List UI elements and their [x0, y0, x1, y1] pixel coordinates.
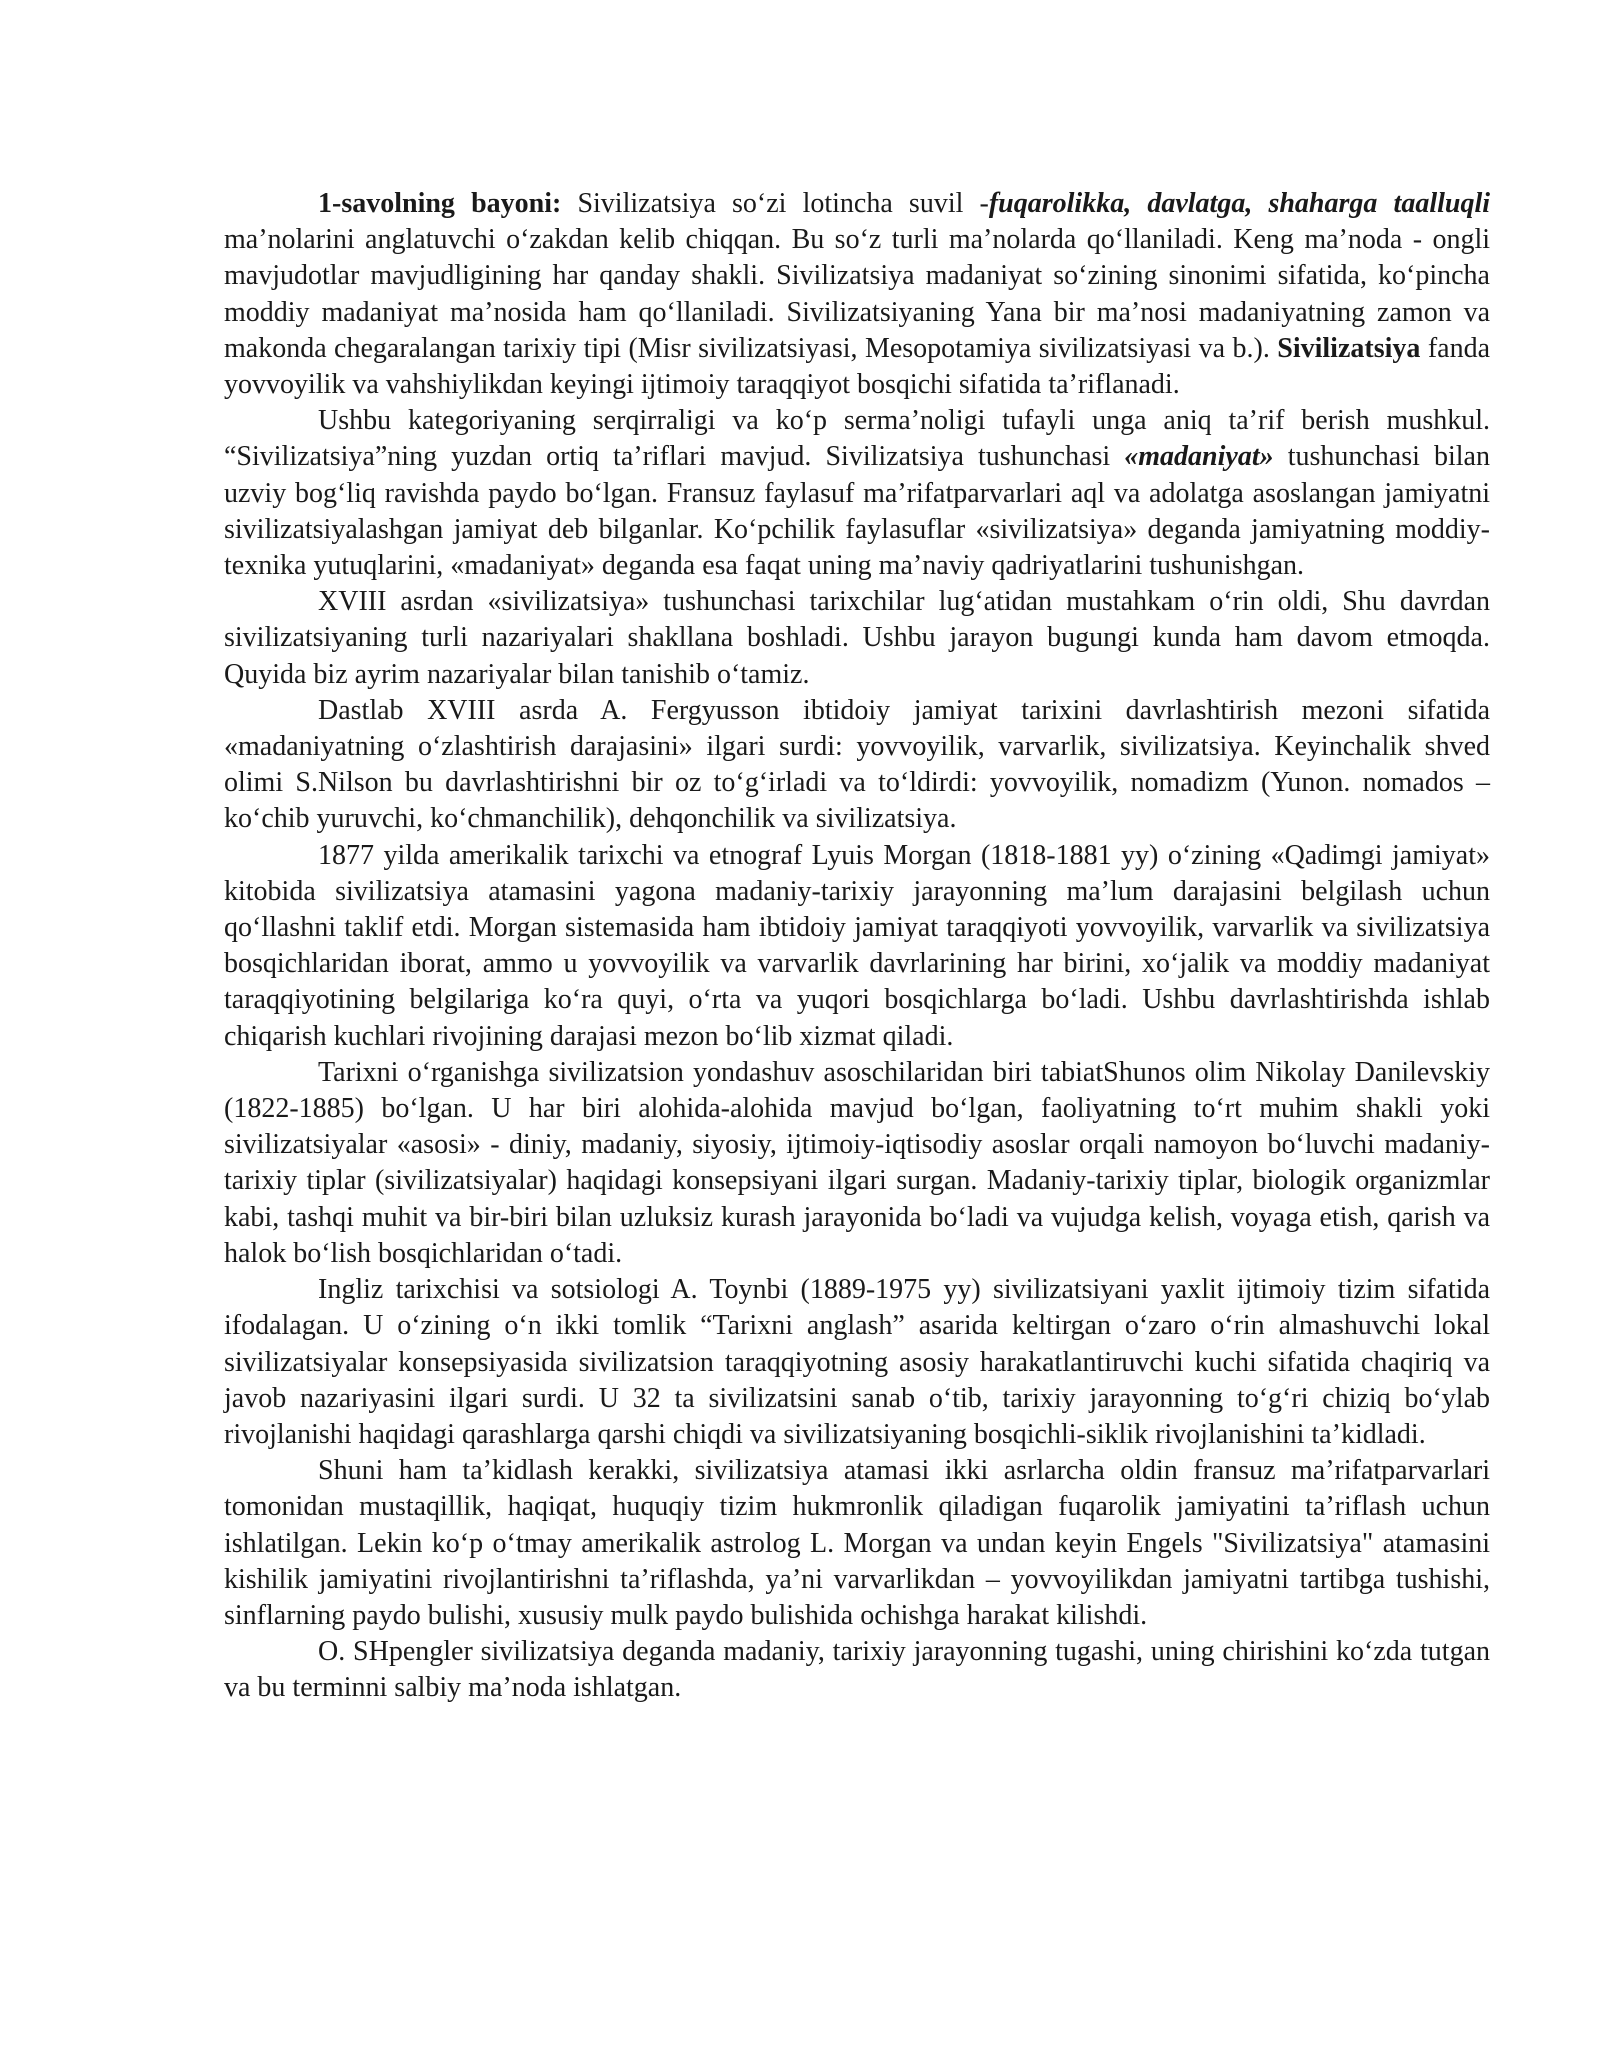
paragraph-1 — [224, 186, 1490, 403]
paragraph-4: Dastlab XVIII asrda A. Fergyusson ibtidoiy jamiyat tarixini davrlashtirish mezoni sifatida «madaniyatning o‘zlashtirish darajasini» ilgari surdi: yovvoyilik, varvarlik, sivilizatsiya. Keyinchalik shved olimi S.Nilson bu davrlashtirishni bir oz to‘g‘irladi va to‘ldirdi: yovvoyilik, nomadizm (Yunon. nomados – ko‘chib yuruvchi, ko‘chmanchilik), dehqonchilik va sivilizatsiya. — [224, 694, 1490, 835]
paragraph-2-text-b: tushunchasi bilan uzviy bog‘liq ravishda paydo bo‘lgan. Fransuz faylasuf ma’rifatparvarlari aql va adolatga asoslangan jamiyatni sivilizatsiyalashgan jamiyat deb bilganlar. Ko‘pchilik faylasuflar «sivilizatsiya» deganda jamiyatning moddiy-texnika yutuqlarini, «madaniyat» deganda esa faqat uning ma’naviy qadriyatlarini tushunishgan. — [224, 441, 1490, 582]
paragraph-7: Ingliz tarixchisi va sotsiologi A. Toynbi (1889-1975 yy) sivilizatsiyani yaxlit ijtimoiy tizim sifatida ifodalagan. U o‘zining o‘n ikki tomlik “Tarixni anglash” asarida keltirgan o‘zaro o‘rin almashuvchi lokal sivilizatsiyalar konsepsiyasida sivilizatsion taraqqiyotning asosiy harakatlantiruvchi kuchi sifatida chaqiriq va javob nazariyasini ilgari surdi. U 32 ta sivilizatsini sanab o‘tib, tarixiy jarayonning to‘g‘ri chiziq bo‘ylab rivojlanishi haqidagi qarashlarga qarshi chiqdi va sivilizatsiyaning bosqichli-siklik rivojlanishini ta’kidladi. — [224, 1274, 1490, 1450]
paragraph-1-emphasis: fuqarolikka, davlatga, shaharga taalluqli — [988, 188, 1491, 219]
paragraph-6: Tarixni o‘rganishga sivilizatsion yondashuv asoschilaridan biri tabiatShunos olim Nikolay Danilevskiy (1822-1885) bo‘lgan. U har biri alohida-alohida mavjud bo‘lgan, faoliyatning to‘rt muhim shakli yoki sivilizatsiyalar «asosi» - diniy, madaniy, siyosiy, ijtimoiy-iqtisodiy asoslar orqali namoyon bo‘luvchi madaniy-tarixiy tiplar (sivilizatsiyalar) haqidagi konsepsiyani ilgari surgan. Madaniy-tarixiy tiplar, biologik organizmlar kabi, tashqi muhit va bir-biri bilan uzluksiz kurash jarayonida bo‘ladi va vujudga kelish, voyaga etish, qarish va halok bo‘lish bosqichlaridan o‘tadi. — [224, 1056, 1490, 1269]
document-page — [224, 186, 1490, 1707]
paragraph-8: Shuni ham ta’kidlash kerakki, sivilizatsiya atamasi ikki asrlarcha oldin fransuz ma’rifatparvarlari tomonidan mustaqillik, haqiqat, huquqiy tizim hukmronlik qiladigan fuqarolik jamiyatini ta’riflash uchun ishlatilgan. Lekin ko‘p o‘tmay amerikalik astrolog L. Morgan va undan keyin Engels "Sivilizatsiya" atamasini kishilik jamiyatini rivojlantirishni ta’riflashda, ya’ni varvarlikdan – yovvoyilikdan jamiyatni tartibga tushishi, sinflarning paydo bulishi, xususiy mulk paydo bulishida ochishga harakat kilishdi. — [224, 1455, 1490, 1631]
paragraph-2-emphasis: «madaniyat» — [1124, 441, 1274, 473]
paragraph-9: O. SHpengler sivilizatsiya deganda madaniy, tarixiy jarayonning tugashi, uning chirishini ko‘zda tutgan va bu terminni salbiy ma’noda ishlatgan. — [224, 1636, 1490, 1704]
paragraph-1-bold-term: Sivilizatsiya — [1277, 332, 1421, 364]
paragraph-2-text-a: Ushbu kategoriyaning serqirraligi va ko‘p serma’noligi tufayli unga aniq ta’rif berish mushkul. “Sivilizatsiya”ning yuzdan ortiq ta’riflari mavjud. Sivilizatsiya tushunchasi — [224, 405, 1490, 473]
paragraph-2 — [224, 403, 1490, 584]
paragraph-1-text-a: Sivilizatsiya so‘zi lotincha suvil - — [561, 188, 989, 219]
paragraph-5: 1877 yilda amerikalik tarixchi va etnograf Lyuis Morgan (1818-1881 yy) o‘zining «Qadimgi jamiyat» kitobida sivilizatsiya atamasini yagona madaniy-tarixiy jarayonning ma’lum darajasini belgilash uchun qo‘llashni taklif etdi. Morgan sistemasida ham ibtidoiy jamiyat taraqqiyoti yovvoyilik, varvarlik va sivilizatsiya bosqichlaridan iborat, ammo u yovvoyilik va varvarlik davrlarining har birini, xo‘jalik va moddiy madaniyat taraqqiyotining belgilariga ko‘ra quyi, o‘rta va yuqori bosqichlarga bo‘ladi. Ushbu davrlashtirishda ishlab chiqarish kuchlari rivojining darajasi mezon bo‘lib xizmat qiladi. — [224, 839, 1490, 1052]
paragraph-3: XVIII asrdan «sivilizatsiya» tushunchasi tarixchilar lug‘atidan mustahkam o‘rin oldi, Shu davrdan sivilizatsiyaning turli nazariyalari shakllana boshladi. Ushbu jarayon bugungi kunda ham davom etmoqda. Quyida biz ayrim nazariyalar bilan tanishib o‘tamiz. — [224, 586, 1490, 690]
paragraph-1-text-b: ma’nolarini anglatuvchi o‘zakdan kelib chiqqan. Bu so‘z turli ma’nolarda qo‘llaniladi. Keng ma’noda - ongli mavjudotlar mavjudligining har qanday shakli. Sivilizatsiya madaniyat so‘zining sinonimi sifatida, ko‘pincha moddiy madaniyat ma’nosida ham qo‘llaniladi. Sivilizatsiyaning Yana bir ma’nosi madaniyatning zamon va makonda chegaralangan tarixiy tipi (Misr sivilizatsiyasi, Mesopotamiya sivilizatsiyasi va b.). — [224, 224, 1490, 364]
question-heading: 1-savolning bayoni: — [318, 188, 562, 219]
paragraph-1-text-c: fanda yovvoyilik va vahshiylikdan keyingi ijtimoiy taraqqiyot bosqichi sifatida ta’riflanadi. — [224, 332, 1490, 401]
